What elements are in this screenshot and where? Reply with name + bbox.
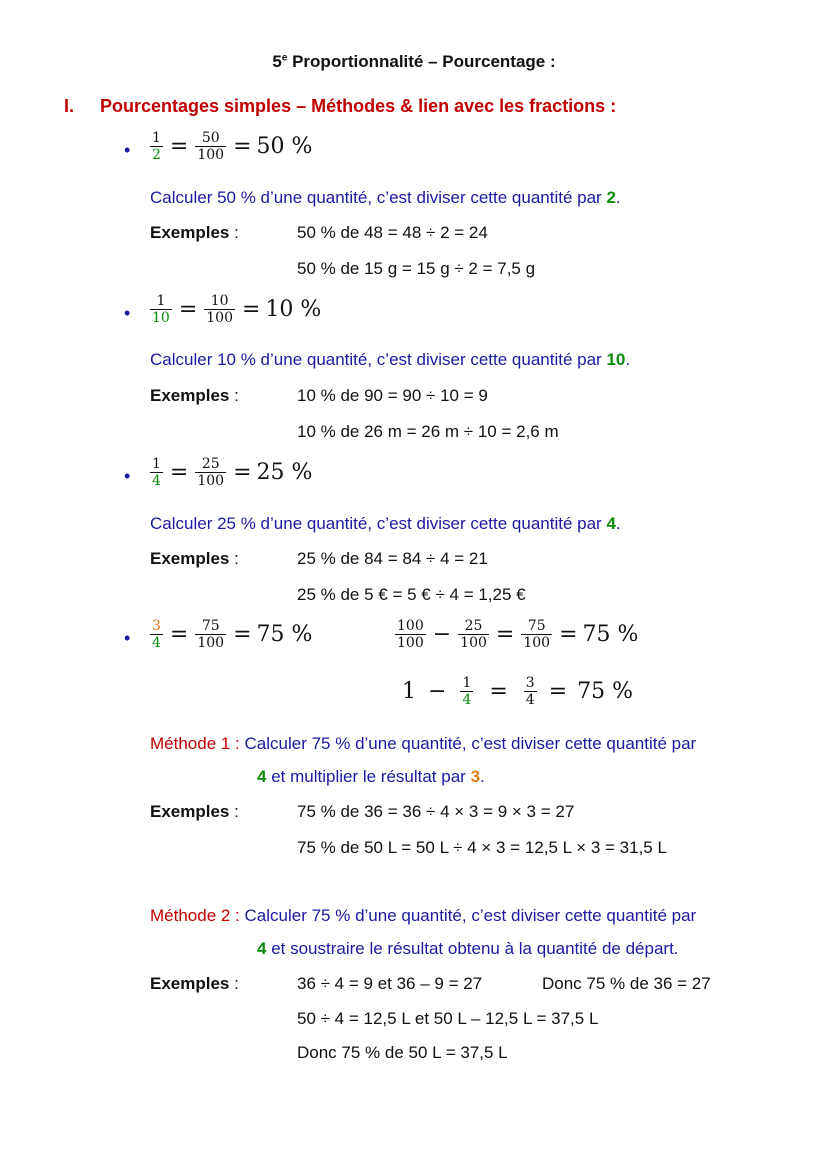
examples-label: Exemples : bbox=[150, 549, 239, 568]
formula-tenth: $\frac{1}{10}$ = $\frac{10}{100}$ = 10 % bbox=[152, 293, 322, 326]
method-1-line-2: 4 et multiplier le résultat par 3. bbox=[257, 767, 485, 786]
rule-tenth: Calculer 10 % d’une quantité, c’est diviser cette quantité par 10. bbox=[150, 350, 631, 369]
method-1-line-1: Méthode 1 : Calculer 75 % d’une quantité, c’est diviser cette quantité par bbox=[150, 734, 697, 753]
rule-quarter: Calculer 25 % d’une quantité, c’est diviser cette quantité par 4. bbox=[150, 514, 621, 533]
examples-label: Exemples : bbox=[150, 974, 239, 993]
example-line: 36 ÷ 4 = 9 et 36 – 9 = 27 bbox=[297, 974, 483, 993]
example-line: 10 % de 26 m = 26 m ÷ 10 = 2,6 m bbox=[297, 422, 559, 441]
example-line: Donc 75 % de 50 L = 37,5 L bbox=[297, 1043, 508, 1062]
method-2-line-2: 4 et soustraire le résultat obtenu à la quantité de départ. bbox=[257, 939, 679, 958]
example-line: 10 % de 90 = 90 ÷ 10 = 9 bbox=[297, 386, 488, 405]
bullet-icon: • bbox=[124, 466, 131, 486]
section-number: I. bbox=[64, 96, 75, 116]
example-line: 75 % de 50 L = 50 L ÷ 4 × 3 = 12,5 L × 3 = 31,5 L bbox=[297, 838, 667, 857]
example-line: Donc 75 % de 36 = 27 bbox=[542, 974, 711, 993]
formula-half: $\frac{1}{2}$ = $\frac{50}{100}$ = 50 % bbox=[152, 130, 313, 163]
bullet-icon: • bbox=[124, 628, 131, 648]
section-title: Pourcentages simples – Méthodes & lien avec les fractions : bbox=[100, 96, 617, 116]
examples-label: Exemples : bbox=[150, 386, 239, 405]
examples-label: Exemples : bbox=[150, 802, 239, 821]
method-2-line-1: Méthode 2 : Calculer 75 % d’une quantité, c’est diviser cette quantité par bbox=[150, 906, 697, 925]
examples-label: Exemples : bbox=[150, 223, 239, 242]
bullet-icon: • bbox=[124, 303, 131, 323]
formula-alt-one-minus: 1 − $\frac{1}{4}$ = $\frac{3}{4}$ = 75 % bbox=[402, 675, 634, 708]
formula-three-quarters: $\frac{3}{4}$ = $\frac{75}{100}$ = 75 % bbox=[152, 618, 313, 651]
formula-alt-subtraction: $\frac{100}{100}$ − $\frac{25}{100}$ = $\frac{75}{100}$ = 75 % bbox=[397, 618, 639, 651]
example-line: 50 % de 15 g = 15 g ÷ 2 = 7,5 g bbox=[297, 259, 536, 278]
rule-half: Calculer 50 % d’une quantité, c’est diviser cette quantité par 2. bbox=[150, 188, 621, 207]
example-line: 25 % de 84 = 84 ÷ 4 = 21 bbox=[297, 549, 488, 568]
bullet-icon: • bbox=[124, 140, 131, 160]
formula-quarter: $\frac{1}{4}$ = $\frac{25}{100}$ = 25 % bbox=[152, 456, 313, 489]
page-title: 5e Proportionnalité – Pourcentage : bbox=[272, 52, 556, 71]
example-line: 25 % de 5 € = 5 € ÷ 4 = 1,25 € bbox=[297, 585, 526, 604]
example-line: 75 % de 36 = 36 ÷ 4 × 3 = 9 × 3 = 27 bbox=[297, 802, 575, 821]
example-line: 50 ÷ 4 = 12,5 L et 50 L – 12,5 L = 37,5 L bbox=[297, 1009, 599, 1028]
example-line: 50 % de 48 = 48 ÷ 2 = 24 bbox=[297, 223, 488, 242]
section-heading bbox=[64, 96, 616, 117]
